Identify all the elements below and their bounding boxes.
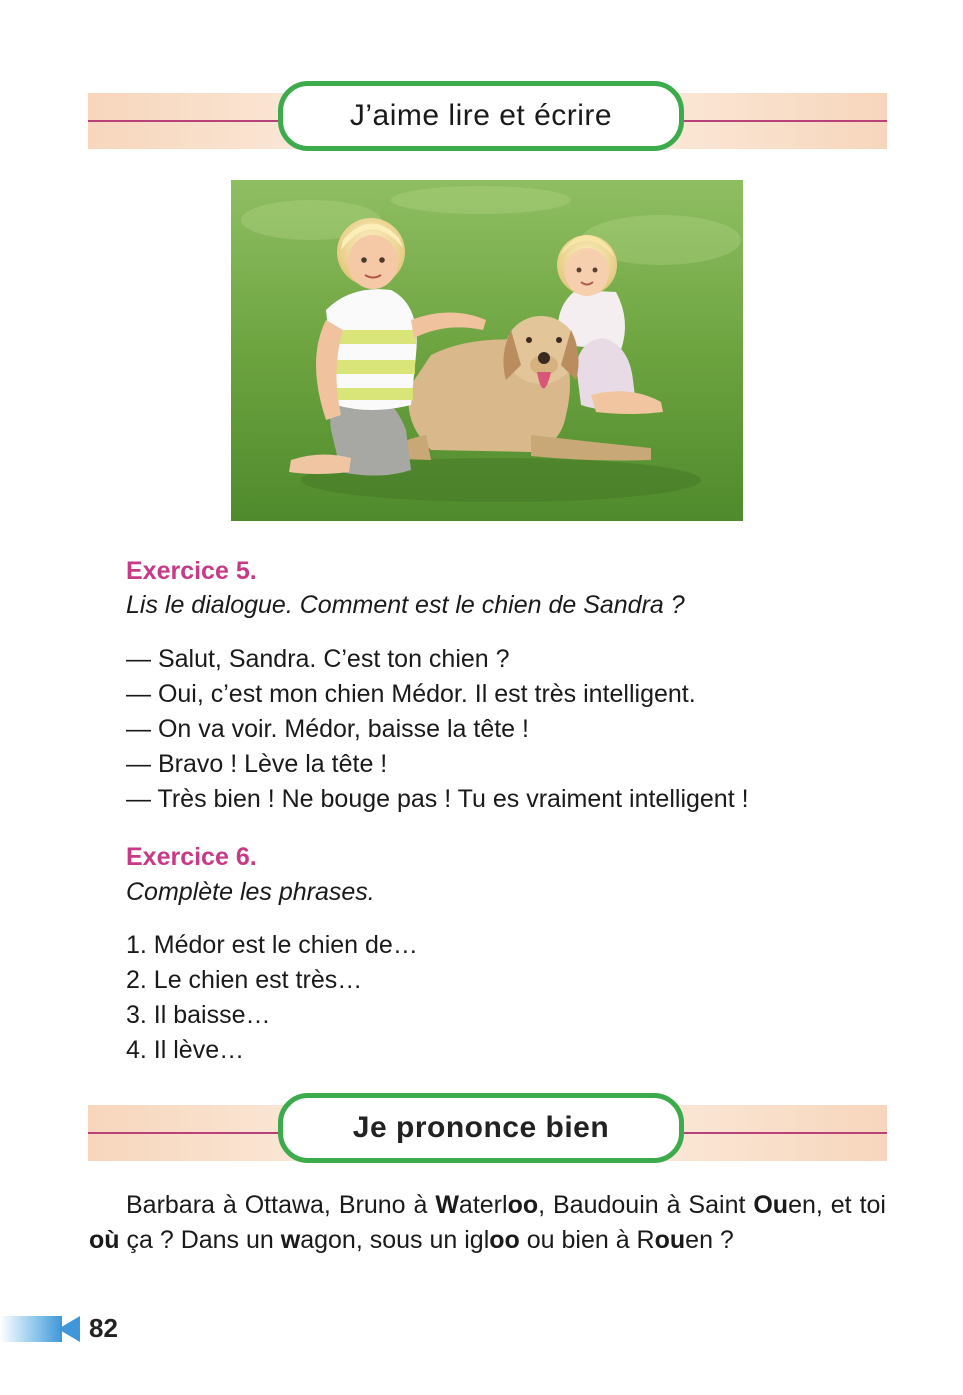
emphasized-sound: ou [654, 1226, 686, 1254]
section-title: Je prononce bien [278, 1093, 684, 1163]
text-segment: en ? [685, 1226, 734, 1254]
sentence-item: 1. Médor est le chien de… [126, 931, 418, 959]
page-number: 82 [89, 1313, 118, 1343]
emphasized-sound: Ou [753, 1191, 789, 1219]
text-segment: Barbara à Ottawa, Bruno à [126, 1191, 436, 1219]
dialogue-line: — Bravo ! Lève la tête ! [126, 750, 388, 778]
emphasized-sound: oo [507, 1191, 539, 1219]
emphasized-sound: oo [489, 1226, 520, 1254]
photo-children-with-dog [231, 180, 743, 521]
dialogue-line: — On va voir. Médor, baisse la tête ! [126, 715, 529, 743]
section-title: J’aime lire et écrire [278, 81, 684, 151]
text-segment: en, et toi [788, 1191, 886, 1219]
page-marker-arrow-icon [58, 1316, 80, 1342]
emphasized-sound: W [435, 1191, 459, 1219]
text-segment: ou bien à R [519, 1226, 655, 1254]
emphasized-sound: w [280, 1226, 301, 1254]
text-segment: ça ? Dans un [119, 1226, 281, 1254]
exercise-6-title: Exercice 6. [126, 843, 257, 871]
exercise-5-title: Exercice 5. [126, 557, 257, 585]
exercise-6-instruction: Complète les phrases. [126, 878, 375, 906]
dialogue-line: — Salut, Sandra. C’est ton chien ? [126, 645, 510, 673]
tongue-twister-paragraph [89, 1188, 886, 1258]
sentence-item: 4. Il lève… [126, 1036, 245, 1064]
text-segment: agon, sous un igl [300, 1226, 490, 1254]
emphasized-sound: où [89, 1226, 120, 1254]
dialogue [126, 642, 749, 817]
dialogue-line: — Oui, c’est mon chien Médor. Il est très intelligent. [126, 680, 696, 708]
sentence-item: 3. Il baisse… [126, 1001, 271, 1029]
section-banner-reading [88, 93, 887, 149]
sentence-item: 2. Le chien est très… [126, 966, 363, 994]
text-segment: aterl [458, 1191, 508, 1219]
section-banner-pronunciation [88, 1105, 887, 1161]
exercise-5-instruction: Lis le dialogue. Comment est le chien de Sandra ? [126, 591, 685, 619]
page-marker-bar [0, 1316, 62, 1342]
dialogue-line: — Très bien ! Ne bouge pas ! Tu es vraiment intelligent ! [126, 785, 749, 813]
sentence-list [126, 928, 418, 1068]
text-segment: , Baudouin à Saint [538, 1191, 754, 1219]
